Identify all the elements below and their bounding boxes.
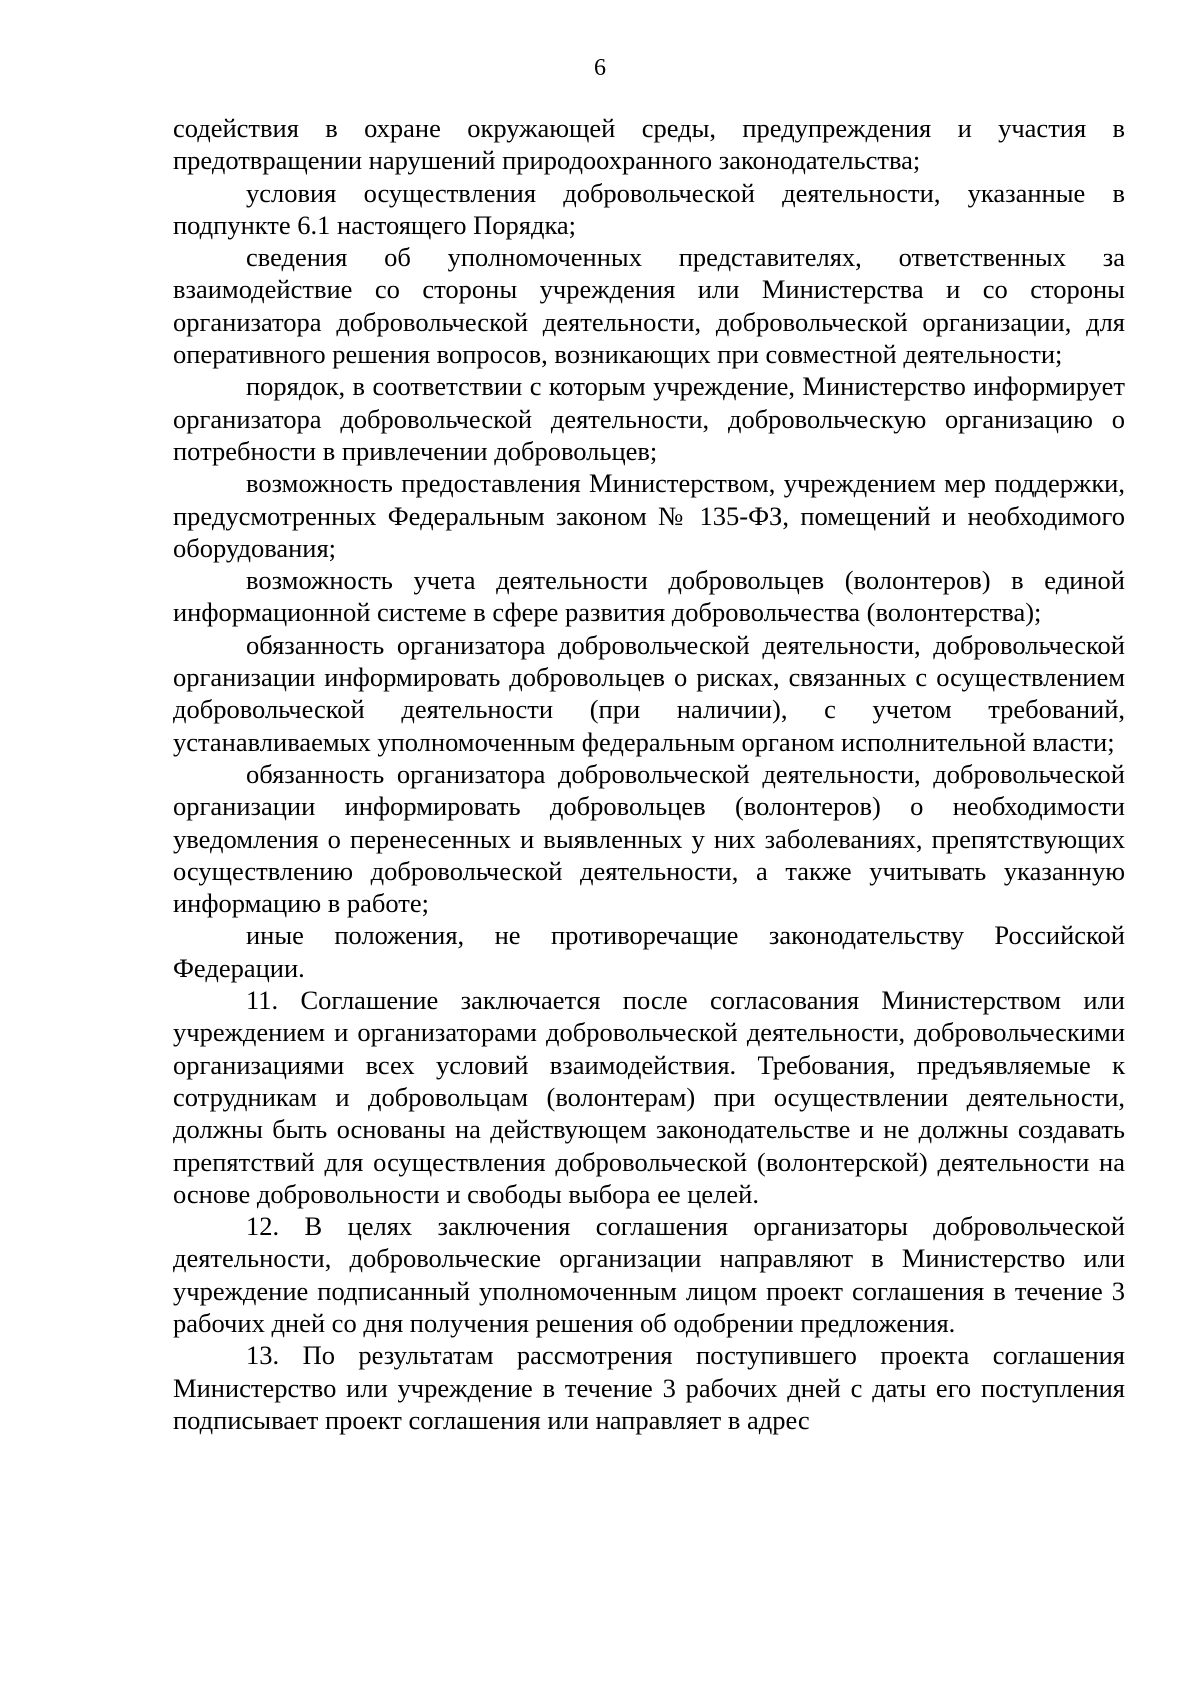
paragraph-disease-duty: обязанность организатора добровольческой деятельности, добровольческой организации информировать добровольцев (волонтеров) о необходимости уведомления о перенесенных и выявленных у них заболеваниях, препятствующих осуществлению добровольческой деятельности, а также учитывать указанную информацию в работе; [173, 758, 1125, 919]
paragraph-clause-13: 13. По результатам рассмотрения поступившего проекта соглашения Министерство или учреждение в течение 3 рабочих дней с даты его поступления подписывает проект соглашения или направляет в адрес [173, 1340, 1125, 1435]
paragraph-other-provisions: иные положения, не противоречащие законодательству Российской Федерации. [173, 920, 1125, 983]
paragraph-continuation: содействия в охране окружающей среды, предупреждения и участия в предотвращении нарушений природоохранного законодательства; [173, 113, 1125, 176]
paragraph-support-measures: возможность предоставления Министерством, учреждением мер поддержки, предусмотренных Федеральным законом № 135-ФЗ, помещений и необходимого оборудования; [173, 468, 1125, 563]
paragraph-clause-11: 11. Соглашение заключается после согласования Министерством или учреждением и организаторами добровольческой деятельности, добровольческими организациями всех условий взаимодействия. Требования, предъявляемые к сотрудникам и добровольцам (волонтерам) при осуществлении деятельности, должны быть основаны на действующем законодательстве и не должны создавать препятствий для осуществления добровольческой (волонтерской) деятельности на основе добровольности и свободы выбора ее целей. [173, 985, 1125, 1209]
paragraph-informing-procedure: порядок, в соответствии с которым учреждение, Министерство информирует организатора добровольческой деятельности, добровольческую организацию о потребности в привлечении добровольцев; [173, 371, 1125, 466]
paragraph-risk-duty: обязанность организатора добровольческой деятельности, добровольческой организации информировать добровольцев о рисках, связанных с осуществлением добровольческой деятельности (при наличии), с учетом требований, устанавливаемых уполномоченным федеральным органом исполнительной власти; [173, 629, 1125, 757]
paragraph-conditions: условия осуществления добровольческой деятельности, указанные в подпункте 6.1 настоящего Порядка; [173, 177, 1125, 240]
paragraph-representatives: сведения об уполномоченных представителях, ответственных за взаимодействие со стороны учреждения или Министерства и со стороны организатора добровольческой деятельности, добровольческой организации, для оперативного решения вопросов, возникающих при совместной деятельности; [173, 242, 1125, 370]
paragraph-clause-12: 12. В целях заключения соглашения организаторы добровольческой деятельности, добровольческие организации направляют в Министерство или учреждение подписанный уполномоченным лицом проект соглашения в течение 3 рабочих дней со дня получения решения об одобрении предложения. [173, 1211, 1125, 1338]
page-number: 6 [594, 55, 606, 81]
document-body [173, 112, 1125, 1436]
paragraph-information-system: возможность учета деятельности добровольцев (волонтеров) в единой информационной системе в сфере развития добровольчества (волонтерства); [173, 565, 1125, 628]
